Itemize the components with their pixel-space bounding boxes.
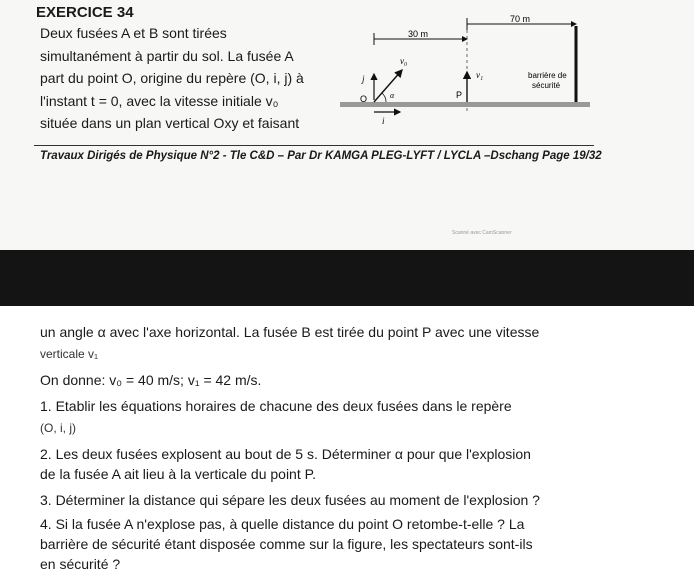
exercise-intro bbox=[40, 22, 332, 135]
barrier-label: sécurité bbox=[532, 81, 561, 90]
given-values: On donne: v₀ = 40 m/s; v₁ = 42 m/s. bbox=[40, 372, 262, 388]
intro-line: part du point O, origine du repère (O, i, j) à bbox=[40, 70, 304, 86]
j-label: j bbox=[362, 74, 365, 84]
intro-line: Deux fusées A et B sont tirées bbox=[40, 25, 227, 41]
text-line: un angle α avec l'axe horizontal. La fusée B est tirée du point P avec une vitesse bbox=[40, 324, 540, 340]
alpha-label: α bbox=[390, 91, 395, 100]
barrier-label: barrière de bbox=[528, 71, 567, 80]
ground bbox=[340, 102, 590, 107]
question-1-frame: (O, i, j) bbox=[40, 421, 76, 435]
point-p-label: P bbox=[456, 90, 463, 100]
page-separator bbox=[0, 250, 694, 306]
document-page-bottom bbox=[0, 306, 694, 576]
rocket-figure bbox=[340, 8, 590, 128]
v1-label: v₁ bbox=[476, 70, 484, 80]
scan-watermark: Scanné avec CamScanner bbox=[452, 230, 512, 236]
intro-line: située dans un plan vertical Oxy et faisant bbox=[40, 115, 300, 131]
exercise-title: EXERCICE 34 bbox=[36, 4, 134, 21]
question-2-cont: de la fusée A ait lieu à la verticale du point P. bbox=[40, 466, 317, 482]
intro-line: simultanément à partir du sol. La fusée A bbox=[40, 47, 294, 64]
i-label: i bbox=[382, 116, 385, 126]
origin-label: O bbox=[360, 94, 368, 104]
intro-line: l'instant t = 0, avec la vitesse initiale v₀ bbox=[40, 92, 279, 109]
document-page-top bbox=[0, 0, 694, 250]
question-4: 4. Si la fusée A n'explose pas, à quelle distance du point O retombe-t-elle ? La bbox=[40, 516, 525, 532]
question-2: 2. Les deux fusées explosent au bout de 5 s. Déterminer α pour que l'explosion bbox=[40, 446, 531, 462]
v0-label: v₀ bbox=[400, 56, 408, 66]
question-4-cont: barrière de sécurité étant disposée comme sur la figure, les spectateurs sont-ils bbox=[40, 536, 533, 552]
footer-rule bbox=[34, 145, 594, 146]
question-3: 3. Déterminer la distance qui sépare les deux fusées au moment de l'explosion ? bbox=[40, 492, 540, 508]
label-70m: 70 m bbox=[510, 14, 531, 24]
label-30m: 30 m bbox=[408, 29, 429, 39]
question-4-end: en sécurité ? bbox=[40, 556, 121, 572]
question-1: 1. Etablir les équations horaires de chacune des deux fusées dans le repère bbox=[40, 398, 512, 414]
v0-vector bbox=[374, 70, 402, 102]
text-line: verticale v₁ bbox=[40, 347, 99, 361]
page-footer: Travaux Dirigés de Physique N°2 - Tle C&D – Par Dr KAMGA PLEG-LYFT / LYCLA –Dschang Page 19/32 bbox=[40, 150, 602, 162]
